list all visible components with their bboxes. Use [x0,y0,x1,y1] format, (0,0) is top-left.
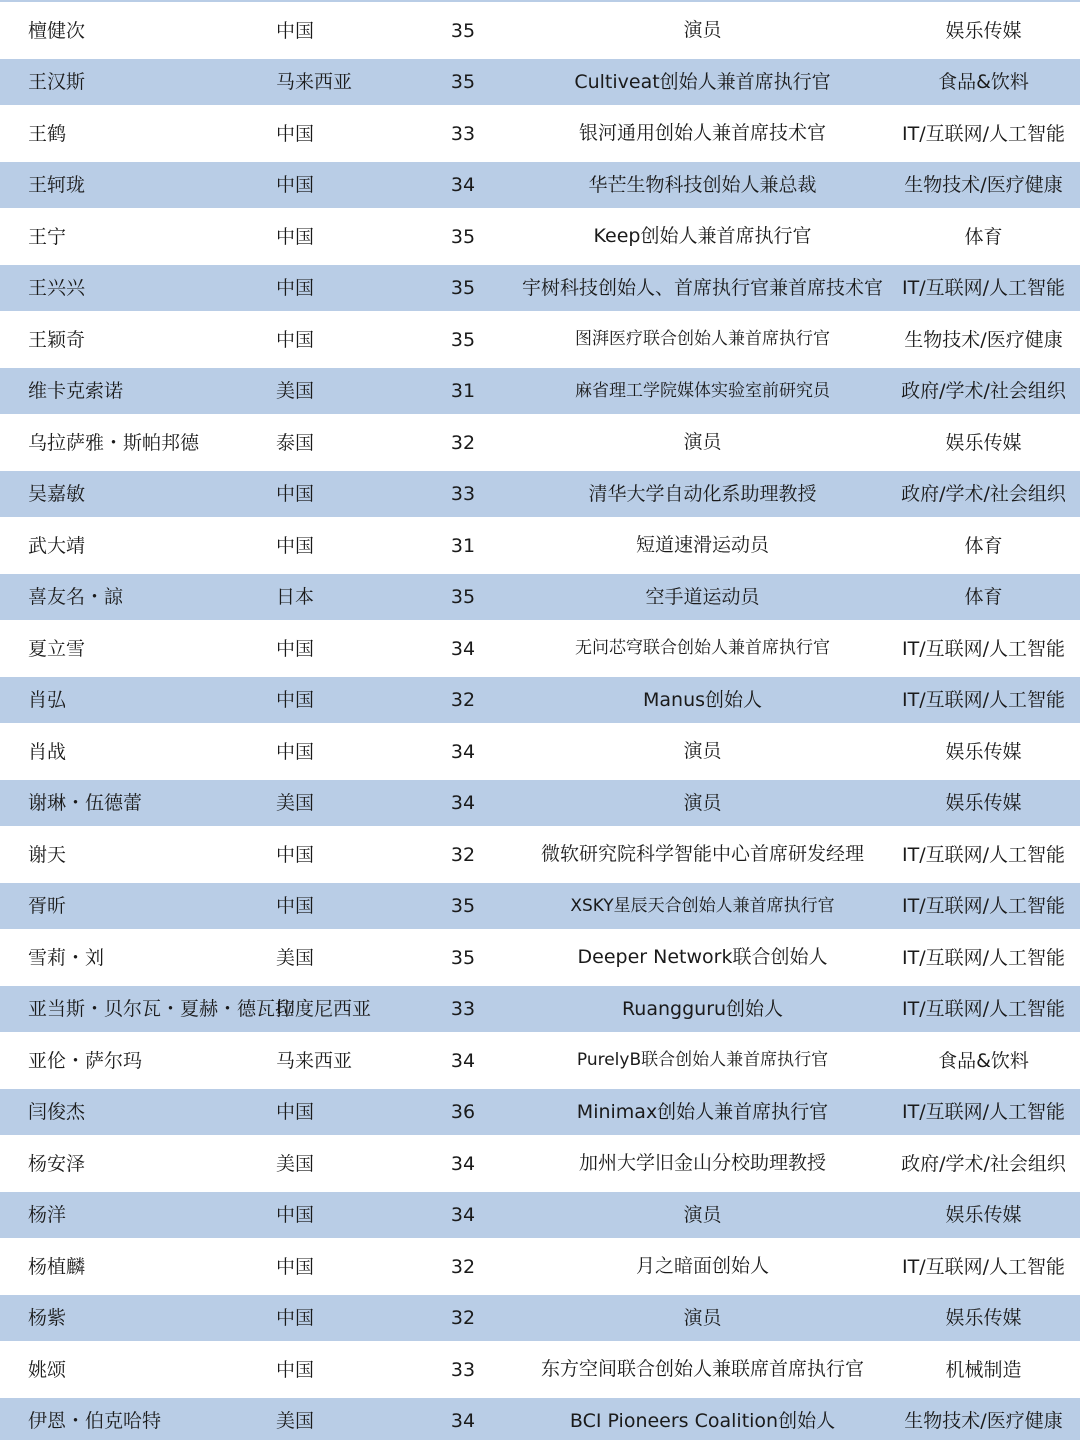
role-cell: 演员 [683,19,722,41]
age-cell: 34 [450,1152,476,1175]
age-cell: 35 [450,586,476,608]
role-cell: Ruangguru创始人 [621,997,784,1020]
name-cell: 谢琳・伍德蕾 [28,792,143,814]
country-cell: 中国 [276,1255,315,1278]
country-cell: 中国 [276,328,315,351]
role-cell: Deeper Network联合创始人 [577,946,828,968]
table-row [0,105,1080,162]
country-cell: 中国 [276,19,315,42]
industry-cell: 生物技术/医疗健康 [904,174,1063,196]
name-cell: 亚当斯・贝尔瓦・夏赫・德瓦拉 [28,998,295,1020]
table-row [0,59,1080,105]
role-cell: 银河通用创始人兼首席技术官 [578,122,826,144]
age-cell: 32 [450,431,476,454]
table-row [0,311,1080,368]
age-cell: 35 [450,328,476,351]
country-cell: 中国 [276,534,315,557]
age-cell: 34 [450,174,476,196]
name-cell: 雪莉・刘 [28,946,105,969]
industry-cell: IT/互联网/人工智能 [901,637,1065,660]
role-cell: 清华大学自动化系助理教授 [588,482,817,505]
table-row [0,1341,1080,1398]
age-cell: 32 [450,843,476,866]
role-cell: 空手道运动员 [645,585,760,608]
industry-cell: 政府/学术/社会组织 [901,483,1066,505]
table-row [0,677,1080,723]
table-row [0,1135,1080,1192]
role-cell: XSKY星辰天合创始人兼首席执行官 [570,895,835,916]
table-row [0,1398,1080,1440]
table-row [0,2,1080,59]
table-row [0,574,1080,620]
country-cell: 中国 [276,637,315,660]
name-cell: 武大靖 [28,534,86,557]
country-cell: 印度尼西亚 [276,998,372,1020]
industry-cell: IT/互联网/人工智能 [901,277,1065,299]
age-cell: 35 [450,71,476,93]
country-cell: 美国 [276,792,315,814]
industry-cell: IT/互联网/人工智能 [901,895,1065,917]
industry-cell: 娱乐传媒 [945,19,1022,42]
role-cell: 华芒生物科技创始人兼总裁 [588,173,817,196]
age-cell: 34 [450,637,476,660]
country-cell: 中国 [276,225,315,248]
name-cell: 肖弘 [28,689,67,711]
role-cell: 演员 [683,431,722,453]
industry-cell: 娱乐传媒 [945,792,1022,814]
name-cell: 王宁 [28,225,67,248]
table-row [0,471,1080,517]
country-cell: 日本 [276,586,315,608]
role-cell: 麻省理工学院媒体实验室前研究员 [575,380,830,401]
name-cell: 杨植麟 [28,1255,86,1278]
industry-cell: 机械制造 [945,1358,1022,1381]
industry-cell: IT/互联网/人工智能 [901,998,1065,1020]
role-cell: Cultiveat创始人兼首席执行官 [574,70,831,93]
age-cell: 34 [450,1204,476,1226]
name-cell: 亚伦・萨尔玛 [28,1049,143,1072]
role-cell: 东方空间联合创始人兼联席首席执行官 [540,1358,864,1380]
name-cell: 谢天 [28,843,67,866]
age-cell: 32 [450,1255,476,1278]
industry-cell: 娱乐传媒 [945,431,1022,454]
industry-cell: 体育 [964,225,1003,248]
name-cell: 乌拉萨雅・斯帕邦德 [28,431,200,454]
industry-cell: 生物技术/医疗健康 [904,328,1063,351]
industry-cell: 食品&饮料 [938,71,1029,93]
country-cell: 中国 [276,1307,315,1329]
age-cell: 34 [450,1049,476,1072]
table-row [0,883,1080,929]
name-cell: 王兴兴 [28,277,86,299]
age-cell: 35 [450,277,476,299]
table-row [0,929,1080,986]
age-cell: 33 [450,483,476,505]
role-cell: BCI Pioneers Coalition创始人 [569,1409,836,1432]
name-cell: 姚颂 [28,1358,67,1381]
industry-cell: 食品&饮料 [938,1049,1029,1072]
country-cell: 马来西亚 [276,1049,353,1072]
table-row [0,1238,1080,1295]
name-cell: 檀健次 [28,19,86,42]
age-cell: 31 [450,380,476,402]
age-cell: 33 [450,1358,476,1381]
name-cell: 闫俊杰 [28,1101,86,1123]
age-cell: 31 [450,534,476,557]
age-cell: 33 [450,122,476,145]
country-cell: 中国 [276,895,315,917]
name-cell: 喜友名・諒 [28,586,124,608]
name-cell: 胥昕 [28,895,67,917]
name-cell: 维卡克索诺 [28,380,124,402]
name-cell: 杨紫 [28,1307,67,1329]
country-cell: 中国 [276,740,315,763]
age-cell: 34 [450,792,476,814]
table-row [0,986,1080,1032]
table-row [0,265,1080,311]
table-row [0,517,1080,574]
country-cell: 中国 [276,483,315,505]
industry-cell: 体育 [964,586,1003,608]
name-cell: 吴嘉敏 [28,483,86,505]
table-row [0,1192,1080,1238]
country-cell: 马来西亚 [276,71,353,93]
role-cell: Keep创始人兼首席执行官 [593,225,812,247]
country-cell: 美国 [276,380,315,402]
age-cell: 34 [450,740,476,763]
table-row [0,1032,1080,1089]
industry-cell: 生物技术/医疗健康 [904,1410,1063,1432]
country-cell: 中国 [276,689,315,711]
role-cell: PurelyB联合创始人兼首席执行官 [576,1050,829,1070]
role-cell: 演员 [683,1203,722,1226]
role-cell: 演员 [683,1306,722,1329]
industry-cell: IT/互联网/人工智能 [901,946,1065,969]
country-cell: 美国 [276,946,315,969]
table-body [0,2,1080,1440]
table-row [0,368,1080,414]
table-row [0,723,1080,780]
table-row [0,780,1080,826]
name-cell: 伊恩・伯克哈特 [28,1410,162,1432]
age-cell: 35 [450,946,476,969]
role-cell: 演员 [683,791,722,814]
role-cell: 图湃医疗联合创始人兼首席执行官 [575,329,830,349]
industry-cell: 娱乐传媒 [945,1204,1022,1226]
table-row [0,826,1080,883]
age-cell: 33 [450,998,476,1020]
country-cell: 中国 [276,277,315,299]
industry-cell: IT/互联网/人工智能 [901,122,1065,145]
age-cell: 35 [450,225,476,248]
table-row [0,1089,1080,1135]
industry-cell: IT/互联网/人工智能 [901,843,1065,866]
role-cell: Minimax创始人兼首席执行官 [576,1100,829,1123]
role-cell: Manus创始人 [642,688,763,711]
table-row [0,208,1080,265]
name-cell: 王轲珑 [28,174,86,196]
age-cell: 35 [450,895,476,917]
table-row [0,620,1080,677]
industry-cell: 娱乐传媒 [945,1307,1022,1329]
table-row [0,1295,1080,1341]
country-cell: 美国 [276,1152,315,1175]
table-row [0,414,1080,471]
age-cell: 32 [450,1307,476,1329]
role-cell: 短道速滑运动员 [635,534,769,556]
industry-cell: 政府/学术/社会组织 [901,380,1066,402]
country-cell: 泰国 [276,431,315,454]
country-cell: 美国 [276,1410,315,1432]
industry-cell: IT/互联网/人工智能 [901,689,1065,711]
age-cell: 35 [450,19,476,42]
role-cell: 微软研究院科学智能中心首席研发经理 [540,843,864,865]
age-cell: 32 [450,689,476,711]
name-cell: 王鹤 [28,122,67,145]
country-cell: 中国 [276,122,315,145]
table-row [0,162,1080,208]
industry-cell: 体育 [964,534,1003,557]
industry-cell: IT/互联网/人工智能 [901,1255,1065,1278]
country-cell: 中国 [276,843,315,866]
country-cell: 中国 [276,1358,315,1381]
name-cell: 杨洋 [28,1204,67,1226]
name-cell: 夏立雪 [28,637,86,660]
industry-cell: IT/互联网/人工智能 [901,1101,1065,1123]
role-cell: 加州大学旧金山分校助理教授 [578,1152,826,1174]
role-cell: 宇树科技创始人、首席执行官兼首席技术官 [521,276,883,299]
age-cell: 34 [450,1410,476,1432]
industry-cell: 娱乐传媒 [945,740,1022,763]
name-cell: 王汉斯 [28,71,86,93]
role-cell: 无问芯穹联合创始人兼首席执行官 [575,638,830,658]
name-cell: 王颖奇 [28,328,86,351]
name-cell: 肖战 [28,740,67,763]
role-cell: 演员 [683,740,722,762]
country-cell: 中国 [276,174,315,196]
name-cell: 杨安泽 [28,1152,86,1175]
country-cell: 中国 [276,1101,315,1123]
role-cell: 月之暗面创始人 [635,1255,769,1277]
country-cell: 中国 [276,1204,315,1226]
industry-cell: 政府/学术/社会组织 [901,1152,1066,1175]
age-cell: 36 [450,1101,476,1123]
